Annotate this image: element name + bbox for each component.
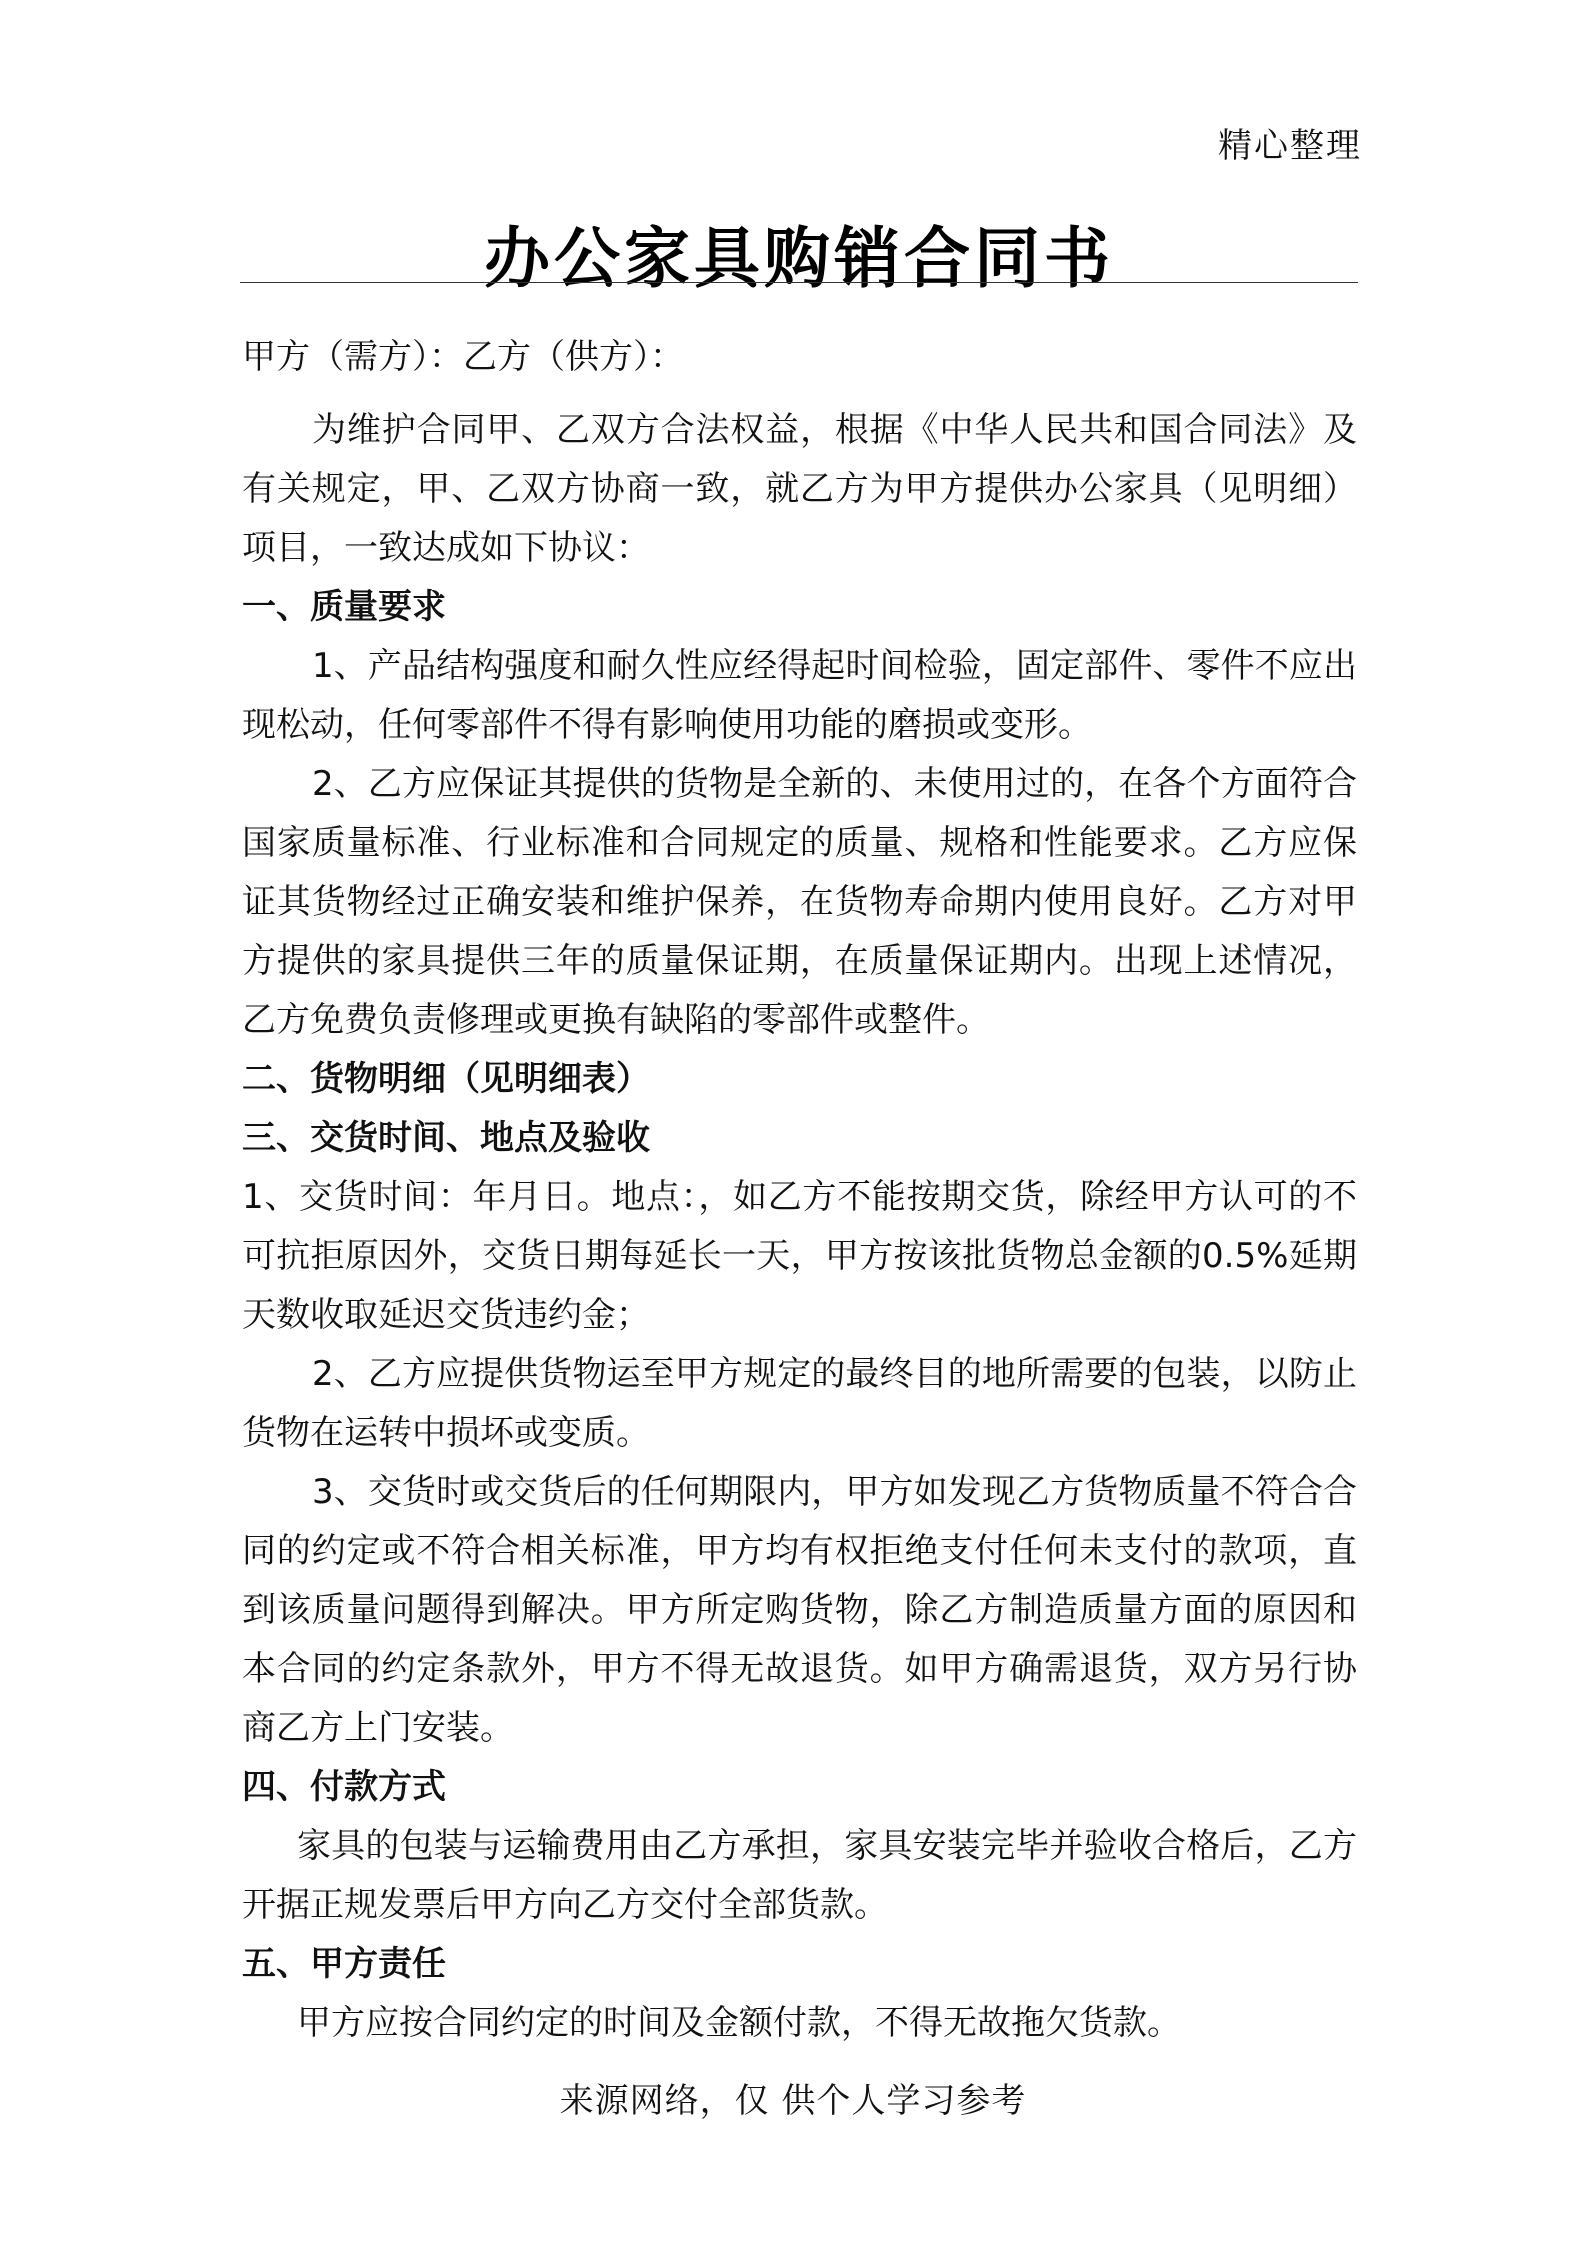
section-heading-delivery: 三、交货时间、地点及验收 [242,1118,650,1158]
delivery-clause-3: 3、交货时或交货后的任何期限内，甲方如发现乙方货物质量不符合合同的约定或不符合相关标准，甲方均有权拒绝支付任何未支付的款项，直到该质量问题得到解决。甲方所定购货物，除乙方制造质量方面的原因和本合同的约定条款外，甲方不得无故退货。如甲方确需退货，双方另行协商乙方上门安装。 [242,1472,1357,1748]
corner-note: 精心整理 [1218,126,1362,166]
delivery-clause-2: 2、乙方应提供货物运至甲方规定的最终目的地所需要的包装，以防止货物在运转中损坏或变质。 [242,1354,1357,1453]
parties-line: 甲方（需方）：乙方（供方）： [242,337,684,377]
party-a-clause: 甲方应按合同约定的时间及金额付款，不得无故拖欠货款。 [297,2003,1181,2043]
title-underline [240,282,1358,283]
document-title: 办公家具购销合同书 [484,220,1114,297]
quality-clause-1: 1、产品结构强度和耐久性应经得起时间检验，固定部件、零件不应出现松动，任何零部件不得有影响使用功能的磨损或变形。 [242,646,1357,745]
section-heading-quality: 一、质量要求 [242,587,446,627]
section-heading-party-a: 五、甲方责任 [242,1944,446,1984]
quality-clause-2: 2、乙方应保证其提供的货物是全新的、未使用过的，在各个方面符合国家质量标准、行业标准和合同规定的质量、规格和性能要求。乙方应保证其货物经过正确安装和维护保养，在货物寿命期内使用良好。乙方对甲方提供的家具提供三年的质量保证期，在质量保证期内。出现上述情况，乙方免费负责修理或更换有缺陷的零部件或整件。 [242,764,1357,1040]
payment-clause: 家具的包装与运输费用由乙方承担，家具安装完毕并验收合格后，乙方开据正规发票后甲方向乙方交付全部货款。 [242,1826,1357,1925]
section-heading-payment: 四、付款方式 [242,1767,446,1807]
section-heading-goods: 二、货物明细（见明细表） [242,1059,650,1099]
footer-note: 来源网络，仅 供个人学习参考 [559,2081,1027,2121]
intro-paragraph: 为维护合同甲、乙双方合法权益，根据《中华人民共和国合同法》及有关规定，甲、乙双方协商一致，就乙方为甲方提供办公家具（见明细）项目，一致达成如下协议： [242,410,1357,568]
delivery-clause-1: 1、交货时间：年月日。地点：，如乙方不能按期交货，除经甲方认可的不可抗拒原因外，交货日期每延长一天，甲方按该批货物总金额的0.5%延期天数收取延迟交货违约金； [242,1177,1357,1335]
contract-body [242,328,1357,2053]
